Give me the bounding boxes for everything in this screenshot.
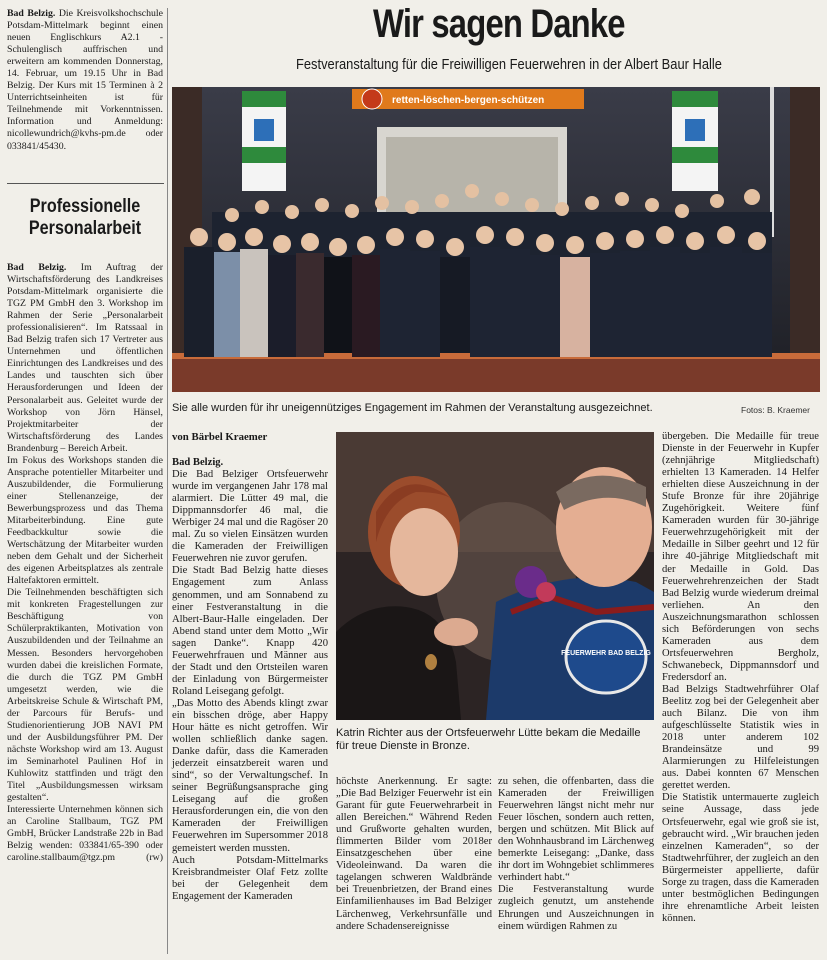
sidebar-paragraph: Im Fokus des Workshops standen die Ansprache potentieller Mitarbeiter und Auszubildender, die Formulierung einer Stellenanzeige, der Bewerbungsprozess und das Thema Mitarbeiterbindung. Eine gute Feedbackkultur sowie die Wertschätzung der Mitarbeiter wurden neben dem Gehalt und der Sicherheit des eigenen Arbeitsplatzes als zentrale Haltefaktoren ermittelt.	[7, 454, 163, 587]
flag-right	[672, 91, 718, 191]
flag-left	[242, 91, 286, 191]
sidebar-heading: Professionelle Personalarbeit	[28, 196, 142, 239]
banner-text: retten-löschen-bergen-schützen	[392, 95, 545, 106]
headline: Wir sagen Danke	[373, 2, 625, 46]
group-photo-caption: Sie alle wurden für ihr uneigennütziges Engagement im Rahmen der Veranstaltung ausgezeichnet.	[172, 402, 653, 414]
medal-icon	[425, 654, 437, 670]
article-column-1: Bad Belzig. Die Bad Belziger Ortsfeuerwehr wurde im vergangenen Jahr 178 mal alarmiert. Die Lütter 49 mal, die Dippmannsdorfer 46 mal, die Werbiger 24 mal und die Ragöser 20 mal. Zu so vielen Einsätzen wurden die Kameraden der Freiwilligen Feuerwehren nie zuvor gerufen. Die Stadt Bad Belzig hatte dieses Engagement zum Anlass genommen, und am Sonnabend zu einer Festveranstaltung in die Albert-Baur-Halle eingeladen. Der Abend stand unter dem Motto „Wir sagen Danke“. Knapp 420 Feuerwehrfrauen und Männer aus der Stadt und den Ortsteilen waren der Einladung von Bürgermeister Roland Leisegang gefolgt. „Das Motto des Abends klingt zwar ein bisschen dröge, aber Happy Hour hätte es nicht getroffen. Wir wollen schließlich danke sagen. Danke dafür, dass die Kameraden jederzeit einsatzbereit waren und sind“, so der Verwaltungschef. In seiner Begrüßungsansprache ging Leisegang auf die großen Herausforderungen ein, die von den Kameraden der Freiwilligen Feuerwehren im Supersommer 2018 gemeistert werden mussten. Auch Potsdam-Mittelmarks Kreisbrandmeister Olaf Fetz zollte bei der Gelegenheit dem Engagement der Kameraden	[172, 457, 328, 902]
uniform-patch-text: FEUERWEHR BAD BELZIG	[561, 650, 651, 657]
medal-photo	[336, 432, 654, 720]
group-photo	[172, 87, 820, 392]
author-signature: (rw)	[146, 852, 163, 864]
medal-photo-image	[336, 432, 654, 720]
article-column-3: zu sehen, die offenbarten, dass die Kameraden der Freiwilligen Feuerwehren längst nicht mehr nur Feuer löschen, sondern auch retten, bergen und schützen. Mit Blick auf den Wohnhausbrand im Lärchenweg bemerkte Leisegang: „Danke, dass ihr dort im Wohngebiet schlimmeres verhindert habt.“ Die Festveranstaltung wurde zugleich genutzt, um anstehende Ehrungen und Auszeichnungen in einem würdigen Rahmen zu	[498, 776, 654, 932]
sidebar-paragraph: Bad Belzig. Im Auftrag der Wirtschaftsförderung des Landkreises Potsdam-Mittelmark organisierte die TGZ PM GmbH den 3. Workshop im Rahmen der Serie „Personalarbeit professionalisieren“. Im Ratssaal in Bad Belzig trafen sich 17 Vertreter aus Unternehmen und öffentlichen Einrichtungen des Landkreises und des Landes und tauschten sich über Herausforderungen und Ideen der Personalarbeit aus. Geleitet wurde der Workshop von Jörn Hänsel, Projektmitarbeiter der Wirtschaftsförderung des Landes Brandenburg – Bereich Arbeit.	[7, 262, 164, 454]
sidebar-notice: Bad Belzig. Die Kreisvolkshochschule Potsdam-Mittelmark beginnt einen neuen Englischkurs A2.1 - Schulenglisch auffrischen und erweitern am kommenden Donnerstag, 14. Februar, um 19.15 Uhr in Bad Belzig. Der Kurs mit 15 Terminen à 2 Unterrichtseinheiten ist für Teilnehmende mit Vorkenntnissen. Information und Anmeldung: nicollewundrich@kvhs-pm.de oder 033841/45430.	[7, 8, 163, 152]
article-column-2: höchste Anerkennung. Er sagte: „Die Bad Belziger Feuerwehr ist ein Garant für gute Feuerwehrarbeit in allen Bereichen.“ Während Reden und Grußworte gehalten wurden, flimmerten Bilder vom 2018er Einsatzgeschehen über eine Videoleinwand. Da waren die tagelangen schweren Waldbrände bei Treuenbrietzen, der Brand eines Einfamilienhauses im Bad Belziger Lärchenweg, Verkehrsunfälle und andere Schadensereignisse	[336, 776, 492, 932]
sidebar-paragraph: Die Teilnehmenden beschäftigten sich mit konkreten Fragestellungen zur Beschäftigung von Schülerpraktikanten, Motivation von Auszubildenden und der Teilnahme an Messen. Besonders hervorgehoben wurden dabei die kreislichen Formate, die durch die TGZ PM GmbH umgesetzt werden, wie die Arbeitskreise Schule & Wirtschaft PM, der Parcours für Berufs- und Studienorientierung JOB NAVI PM und der Ausbildungsführer PM. Der nächste Workshop wird am 13. August im Seminarhotel Paulinen Hof in Kuhlowitz stattfinden und trägt den Titel „Ausbildungsmessen wirksam gestalten“.	[7, 587, 163, 804]
sidebar-article	[7, 262, 163, 864]
sidebar-paragraph: Interessierte Unternehmen können sich an Caroline Stallbaum, TGZ PM GmbH, Brücker Landstraße 22b in Bad Belzig wenden: 033841/65-390 oder caroline.stallbaum@tgz.pm (rw)	[7, 804, 163, 864]
medal-photo-caption: Katrin Richter aus der Ortsfeuerwehr Lütte bekam die Medaille für treue Dienste in Bronze.	[336, 727, 641, 752]
subheadline: Festveranstaltung für die Freiwilligen Feuerwehren in der Albert Baur Halle	[296, 56, 722, 73]
group-photo-image	[172, 87, 820, 392]
byline: von Bärbel Kraemer	[172, 431, 268, 443]
photo-credit: Fotos: B. Kraemer	[741, 405, 810, 415]
article-column-4: übergeben. Die Medaille für treue Dienste in der Feuerwehr in Kupfer (zehnjährige Mitgliedschaft) erhielten 13 Kameraden. 14 Helfer erhielten diese Auszeichnung in der Stufe Bronze für ihre 20jährige Zugehörigkeit. Weitere fünf Kameraden wurden für 30-jährige Feuerwehrzugehörigkeit mit der Medaille in Silber geehrt und 12 für ihre 40-jährige Mitgliedschaft mit der Medaille in Gold. Das Feuerwehrehrenzeichen der Stadt Bad Belzig wurde wiederum dreimal verliehen. An den Auszeichnungsmarathon schlossen sich Beförderungen von sechs Kameraden aus dem Ortsfeuerwehren Bergholz, Schwanebeck, Dippmannsdorf und Fredersdorf an. Bad Belzigs Stadtwehrführer Olaf Beelitz zog bei der Gelegenheit aber auch Bilanz. Die von ihm aufgeschlüsselte Statistik wies in 2018 unter anderem 102 Brandeinsätze und 99 Alarmierungen zu Hilfeleistungen aus. Dabei konnten 67 Menschen gerettet werden. Die Statistik untermauerte zugleich seine Aussage, dass jede Ortsfeuerwehr, egal wie groß sie ist, gebraucht wird. „Wir brauchen jeden einzelnen Kameraden“, so der Stadtwehrführer, der zugleich an den Bürgermeister appellierte, dafür Sorge zu tragen, dass die Kameraden unter bestmöglichen Bedingungen ihre ehrenamtliche Arbeit leisten können.	[662, 431, 819, 924]
